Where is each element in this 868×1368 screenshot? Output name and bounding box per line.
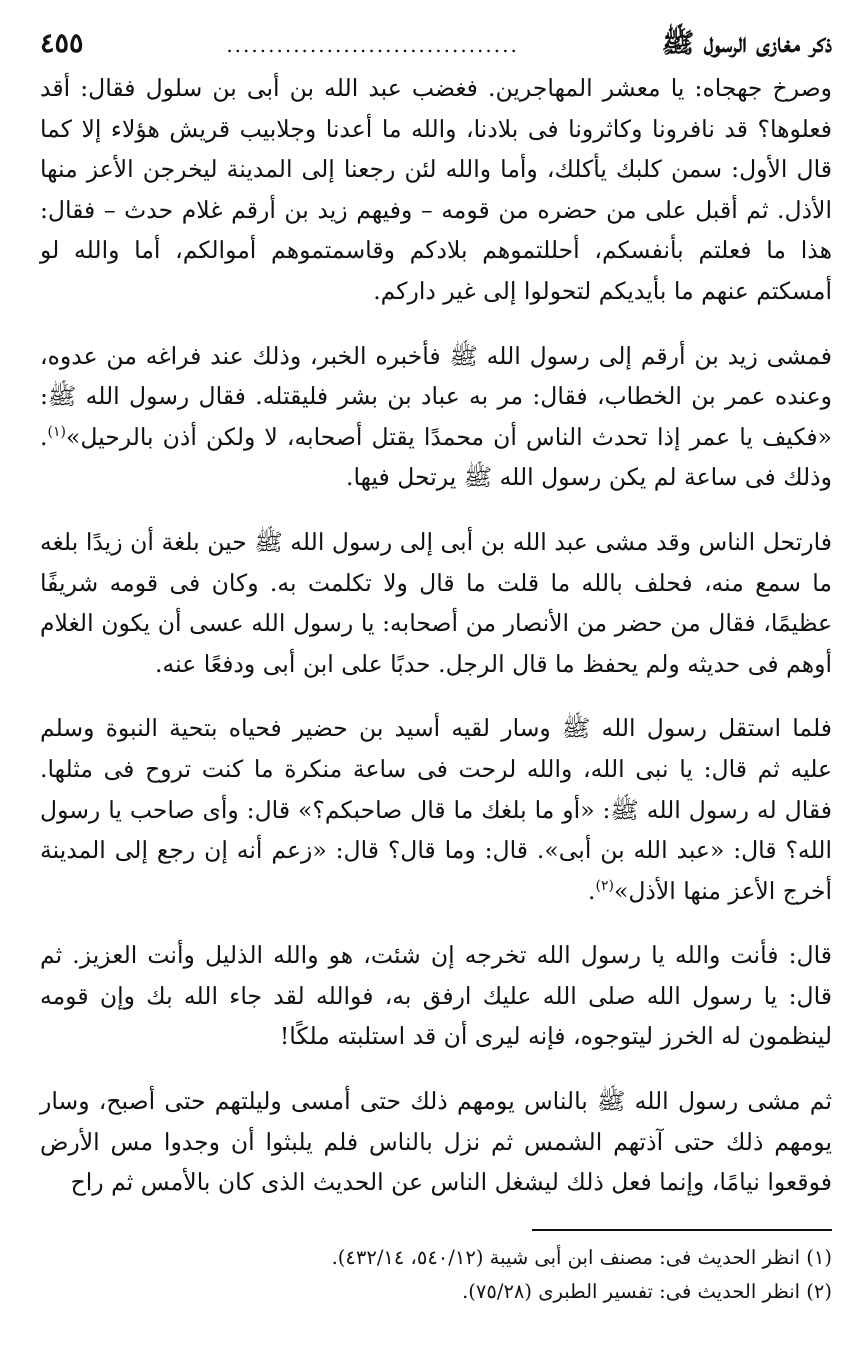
- footnote-ref-1: (١): [47, 423, 66, 440]
- paragraph-1: وصرخ جهجاه: يا معشر المهاجرين. فغضب عبد الله بن أبى بن سلول فقال: أقد فعلوها؟ قد نافرونا وكاثرونا فى بلادنا، والله ما أعدنا وجلابيب قريش هؤلاء إلا كما قال الأول: سمن كلبك يأكلك، وأما والله لئن رجعنا إلى المدينة ليخرجن الأعز منها الأذل. ثم أقبل على من حضره من قومه – وفيهم زيد بن أرقم غلام حدث – فقال: هذا ما فعلتم بأنفسكم، أحللتموهم بلادكم وقاسمتموهم أموالكم، أما والله لو أمسكتم عنهم ما بأيديكم لتحولوا إلى غير داركم.: [40, 74, 832, 305]
- footnote-ref-2: (٢): [595, 877, 614, 894]
- paragraph-4-body: فلما استقل رسول الله ﷺ وسار لقيه أسيد بن حضير فحياه بتحية النبوة وسلم عليه ثم قال: يا نبى الله، والله لرحت فى ساعة منكرة ما كنت تروح فى مثلها. فقال له رسول الله ﷺ: «أو ما بلغك ما قال صاحبكم؟» قال: وأى صاحب يا رسول الله؟ قال: «عبد الله بن أبى». قال: وما قال؟ قال: «زعم أنه إن رجع إلى المدينة أخرج الأعز منها الأذل»: [40, 714, 832, 905]
- paragraph-6: ثم مشى رسول الله ﷺ بالناس يومهم ذلك حتى أمسى وليلتهم حتى أصبح، وسار يومهم ذلك حتى آذتهم الشمس ثم نزل بالناس فلم يلبثوا أن وجدوا مس الأرض فوقعوا نيامًا، وإنما فعل ذلك ليشغل الناس عن الحديث الذى كان بالأمس ثم راح: [40, 1087, 832, 1197]
- footnote-1: (١) انظر الحديث فى: مصنف ابن أبى شيبة (٥٤٠/١٢، ٤٣٢/١٤).: [331, 1245, 832, 1269]
- paragraph-3: فارتحل الناس وقد مشى عبد الله بن أبى إلى رسول الله ﷺ حين بلغة أن زيدًا بلغه ما سمع منه، فحلف بالله ما قلت ما قال ولا تكلمت به. وكان فى قومه شريفًا عظيمًا، فقال من حضر من الأنصار من أصحابه: يا رسول الله عسى أن يكون الغلام أوهم فى حديثه ولم يحفظ ما قال الرجل. حدبًا على ابن أبى ودفعًا عنه.: [40, 527, 832, 678]
- book-page: [40, 22, 832, 1309]
- paragraph-5: قال: فأنت والله يا رسول الله تخرجه إن شئت، هو والله الذليل وأنت العزيز. ثم قال: يا رسول الله صلى الله عليك ارفق به، فوالله لقد جاء الله بك وإن قومه لينظمون له الخرز ليتوجوه، فإنه ليرى أن قد استلبته ملكًا!: [40, 941, 832, 1051]
- paragraph-4: [40, 708, 832, 911]
- footnotes: [40, 1241, 832, 1309]
- paragraph-2-body: فمشى زيد بن أرقم إلى رسول الله ﷺ فأخبره الخبر، وذلك عند فراغه من عدوه، وعنده عمر بن الخطاب، فقال: مر به عباد بن بشر فليقتله. فقال رسول الله ﷺ: «فكيف يا عمر إذا تحدث الناس أن محمدًا يقتل أصحابه، لا ولكن أذن بالرحيل»: [40, 341, 832, 451]
- footnote-separator: [532, 1229, 832, 1231]
- dot-leader: ...................................: [226, 33, 519, 57]
- paragraph-4-tail: .: [588, 876, 596, 905]
- running-header-title: ذكر مغازى الرسول ﷺ: [661, 28, 832, 59]
- page-number: ٤٥٥: [40, 28, 84, 59]
- paragraph-2-tail: . وذلك فى ساعة لم يكن رسول الله ﷺ يرتحل فيها.: [40, 422, 832, 492]
- paragraph-2: [40, 336, 832, 498]
- footnote-2: (٢) انظر الحديث فى: تفسير الطبرى (٧٥/٢٨).: [462, 1279, 832, 1303]
- running-header: [40, 22, 832, 68]
